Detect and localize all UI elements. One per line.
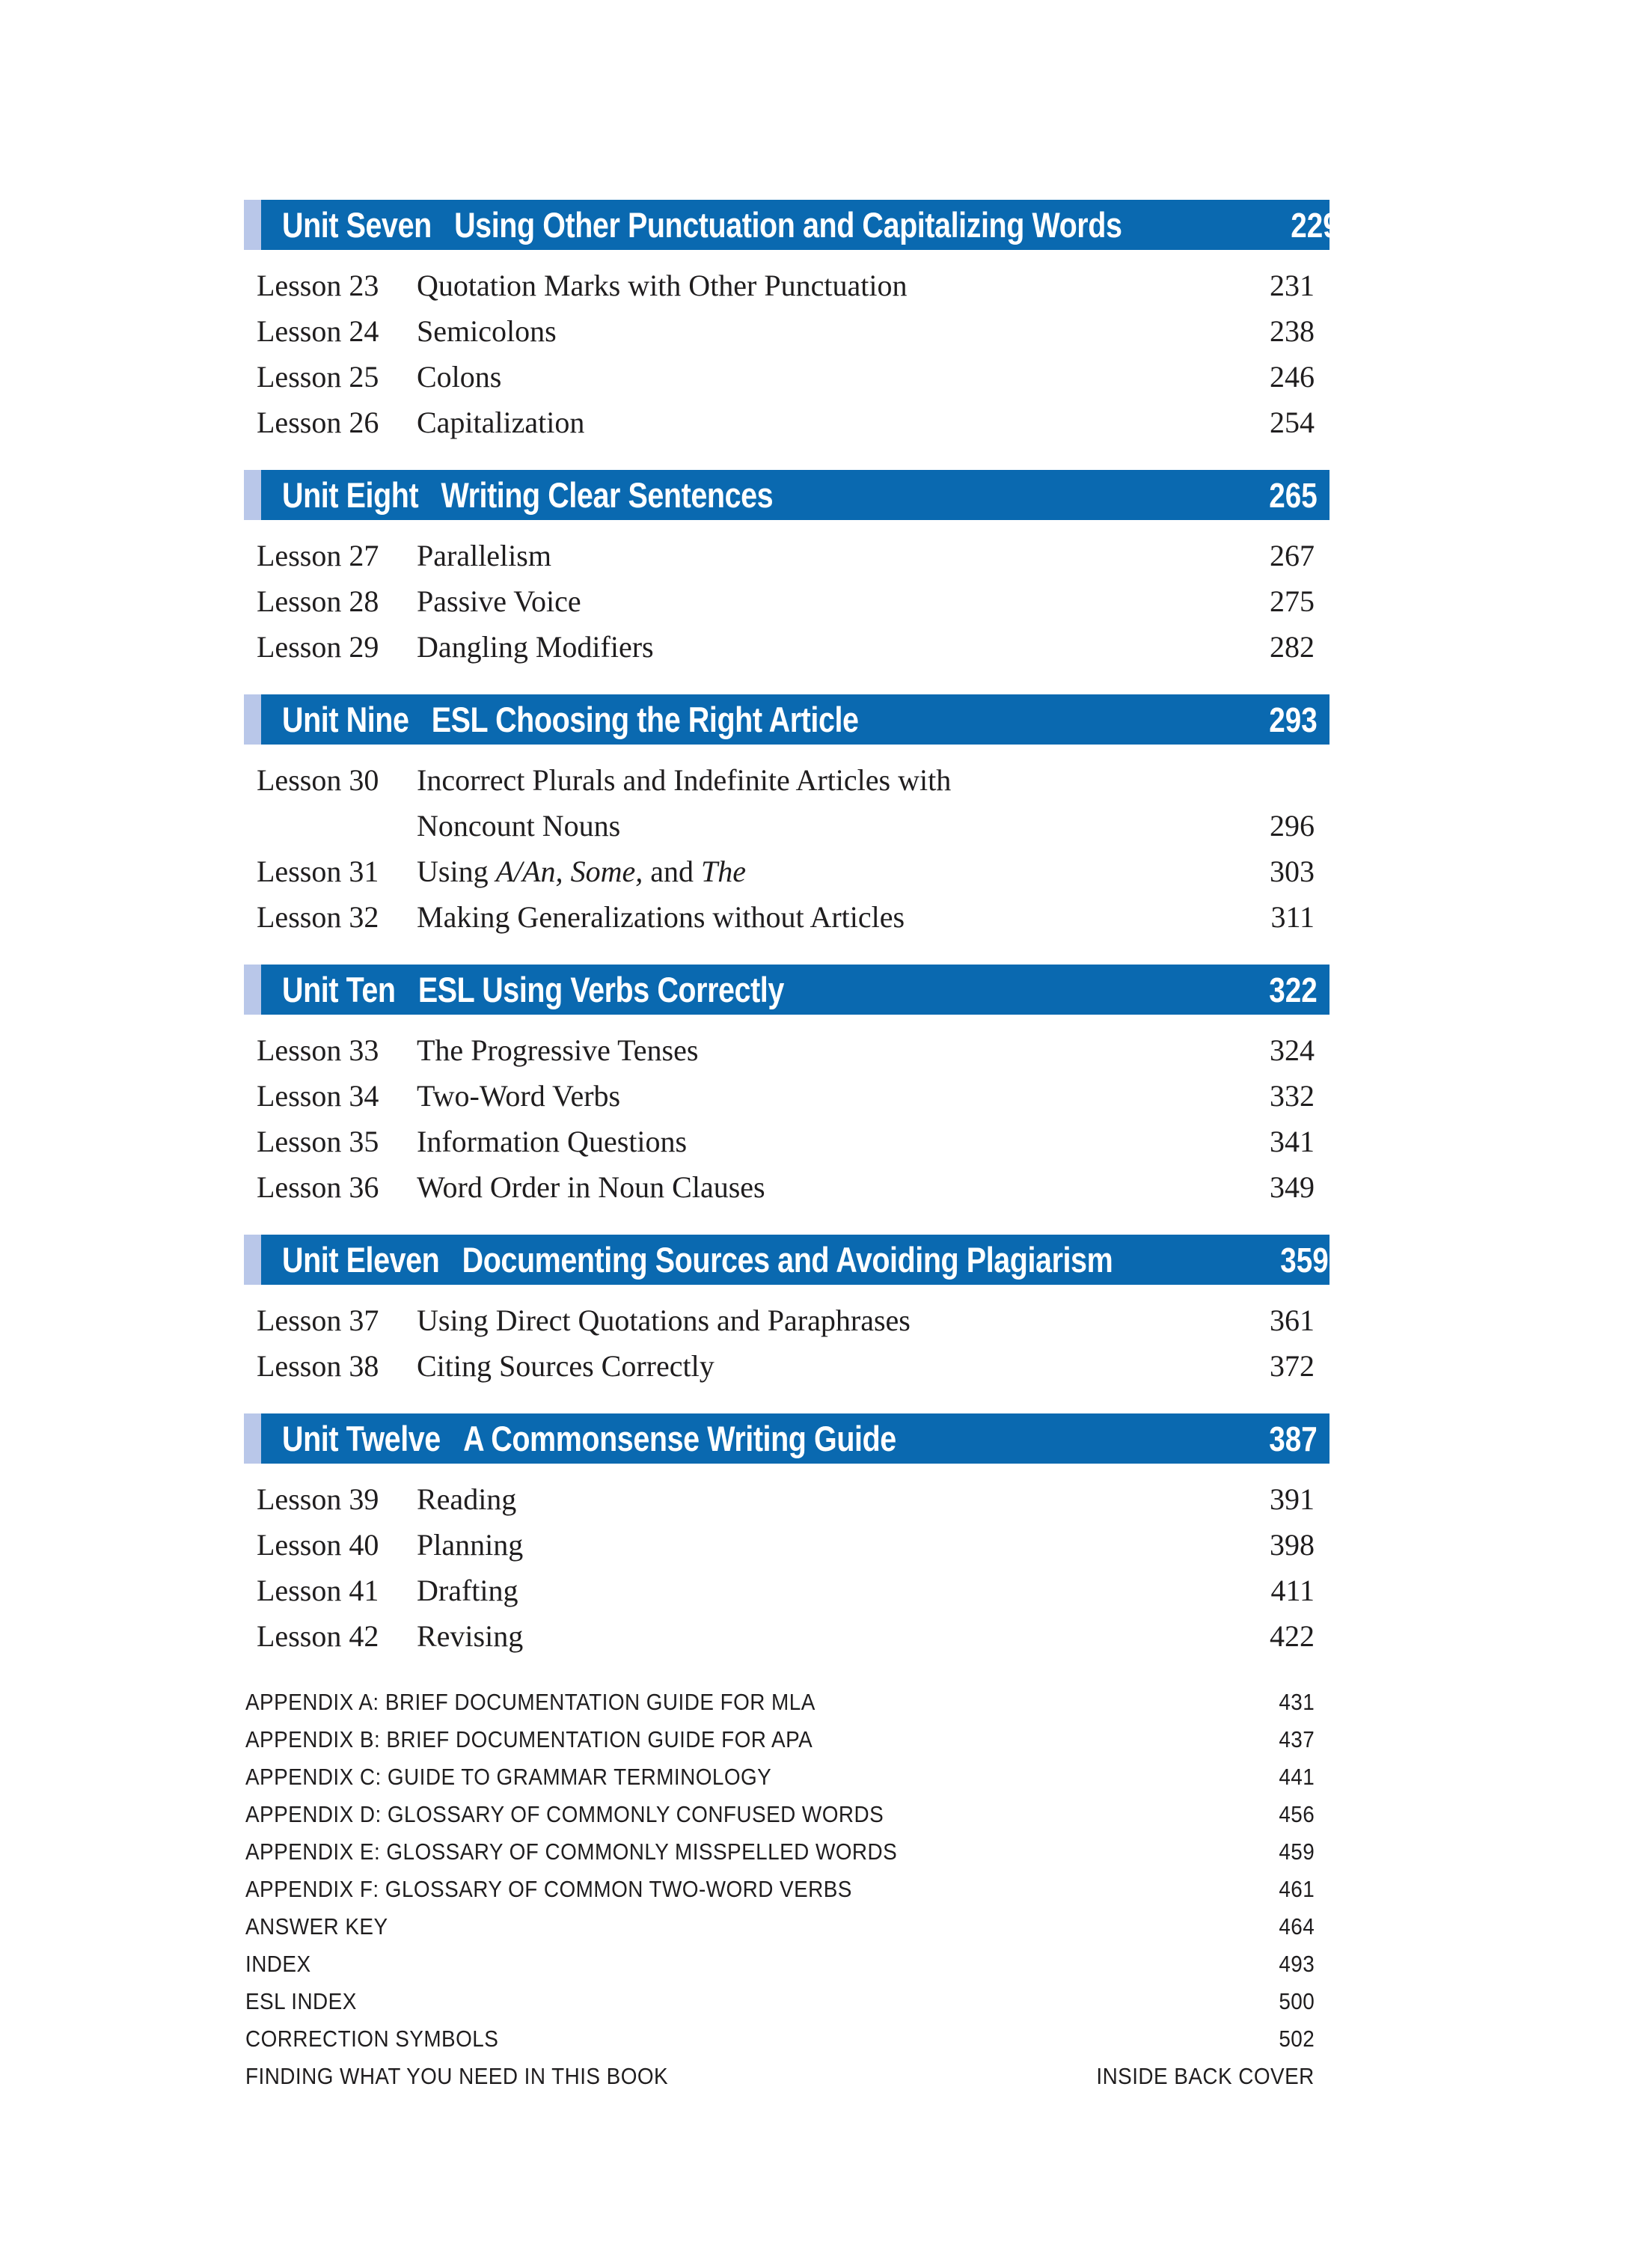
- lesson-page-number: 372: [1270, 1349, 1315, 1383]
- lesson-title: Colons: [417, 360, 502, 394]
- lesson-label: Lesson 25: [257, 360, 379, 394]
- lesson-title: Information Questions: [417, 1125, 688, 1158]
- lesson-row: [257, 1119, 1315, 1164]
- unit-header-background: [261, 1235, 1330, 1285]
- unit-page-number: 359: [1280, 1240, 1329, 1280]
- lesson-row: [257, 1297, 1315, 1343]
- toc-page: [244, 200, 1340, 2095]
- unit-header-background: [261, 200, 1340, 250]
- back-matter-page-number: 500: [1279, 1988, 1315, 2014]
- unit-header-background: [261, 470, 1330, 520]
- unit-title: Documenting Sources and Avoiding Plagiarism: [462, 1240, 1113, 1280]
- back-matter-label: APPENDIX B: BRIEF DOCUMENTATION GUIDE FOR APA: [245, 1726, 813, 1752]
- back-matter-page-number: 431: [1279, 1689, 1315, 1715]
- unit-page-number: 322: [1269, 970, 1318, 1009]
- lesson-row: [257, 1164, 1315, 1210]
- lesson-page-number: 267: [1270, 539, 1315, 572]
- lesson-row: [257, 308, 1315, 354]
- lesson-list: [244, 1015, 1330, 1210]
- lesson-title: Semicolons: [417, 314, 557, 348]
- lesson-label: Lesson 41: [257, 1574, 379, 1607]
- lesson-list: [244, 1285, 1330, 1389]
- lesson-title: [417, 757, 1270, 849]
- lesson-label: Lesson 32: [257, 900, 379, 934]
- lesson-title: Reading: [417, 1482, 517, 1516]
- lesson-title: Revising: [417, 1619, 524, 1653]
- back-matter-label: CORRECTION SYMBOLS: [245, 2026, 499, 2052]
- lesson-title: Planning: [417, 1528, 524, 1562]
- unit-section-twelve: [244, 1413, 1330, 1659]
- lesson-title: Using Direct Quotations and Paraphrases: [417, 1303, 911, 1337]
- back-matter-label: APPENDIX F: GLOSSARY OF COMMON TWO-WORD VERBS: [245, 1876, 852, 1902]
- lesson-list: [244, 745, 1330, 940]
- back-matter-page-number: 502: [1279, 2026, 1315, 2052]
- back-matter-page-number: 493: [1279, 1951, 1315, 1977]
- back-matter-page-number: 437: [1279, 1726, 1315, 1752]
- lesson-row: [257, 1343, 1315, 1389]
- lesson-title: Two-Word Verbs: [417, 1079, 621, 1113]
- lesson-label: Lesson 23: [257, 269, 379, 302]
- title-segment: [563, 855, 571, 888]
- lesson-row: [257, 533, 1315, 578]
- lesson-row: [257, 1522, 1315, 1568]
- back-matter-page-number: 459: [1279, 1838, 1315, 1865]
- lesson-page-number: 398: [1270, 1528, 1315, 1562]
- lesson-label: Lesson 34: [257, 1079, 379, 1113]
- lesson-page-number: 332: [1270, 1079, 1315, 1113]
- lesson-page-number: 254: [1270, 406, 1315, 439]
- lesson-title: Drafting: [417, 1574, 518, 1607]
- back-matter-label: FINDING WHAT YOU NEED IN THIS BOOK: [245, 2063, 669, 2089]
- unit-name: Unit Seven: [282, 205, 432, 245]
- unit-accent-strip: [244, 1235, 261, 1285]
- lesson-page-number: 361: [1270, 1303, 1315, 1337]
- back-matter-label: APPENDIX D: GLOSSARY OF COMMONLY CONFUSED WORDS: [245, 1801, 884, 1827]
- title-segment-italic: Some,: [570, 855, 643, 888]
- unit-accent-strip: [244, 470, 261, 520]
- unit-header-bar: [244, 200, 1340, 250]
- lesson-row: [257, 400, 1315, 445]
- unit-title: Writing Clear Sentences: [441, 475, 774, 515]
- lesson-title: [417, 849, 1270, 894]
- lesson-label: Lesson 27: [257, 539, 379, 572]
- back-matter-page-number: 461: [1279, 1876, 1315, 1902]
- lesson-list: [244, 250, 1330, 445]
- back-matter-list: [244, 1684, 1330, 2095]
- lesson-label: Lesson 40: [257, 1528, 379, 1562]
- lesson-page-number: 275: [1270, 584, 1315, 618]
- unit-page-number: 293: [1269, 700, 1318, 739]
- back-matter-label: INDEX: [245, 1951, 311, 1977]
- title-segment: and: [643, 855, 701, 888]
- title-segment: Using: [417, 855, 496, 888]
- back-matter-label: ANSWER KEY: [245, 1913, 388, 1940]
- lesson-row: [257, 1568, 1315, 1613]
- back-matter-page-number: 441: [1279, 1764, 1315, 1790]
- lesson-page-number: 341: [1270, 1125, 1315, 1158]
- back-matter-row: [245, 2020, 1315, 2058]
- back-matter-label: ESL INDEX: [245, 1988, 357, 2014]
- unit-header-bar: [244, 965, 1330, 1015]
- back-matter-row: [245, 1908, 1315, 1945]
- lesson-row: [257, 354, 1315, 400]
- back-matter-label: APPENDIX E: GLOSSARY OF COMMONLY MISSPELLED WORDS: [245, 1838, 898, 1865]
- back-matter-row: [245, 1721, 1315, 1758]
- unit-name: Unit Eleven: [282, 1240, 440, 1280]
- unit-accent-strip: [244, 200, 261, 250]
- title-segment-italic: A/An,: [495, 855, 563, 888]
- unit-accent-strip: [244, 965, 261, 1015]
- lesson-page-number: 391: [1270, 1482, 1315, 1516]
- unit-name: Unit Twelve: [282, 1419, 441, 1458]
- back-matter-row: [245, 1945, 1315, 1983]
- unit-section-nine: [244, 694, 1330, 940]
- lesson-title: Parallelism: [417, 539, 551, 572]
- unit-section-eight: [244, 470, 1330, 670]
- lesson-page-number: 296: [1270, 809, 1315, 843]
- lesson-title: Capitalization: [417, 406, 585, 439]
- lesson-label: Lesson 30: [257, 763, 379, 797]
- back-matter-page-number: 456: [1279, 1801, 1315, 1827]
- back-matter-label: APPENDIX A: BRIEF DOCUMENTATION GUIDE FOR MLA: [245, 1689, 816, 1715]
- lesson-label: Lesson 24: [257, 314, 379, 348]
- lesson-title-line1: Incorrect Plurals and Indefinite Articles with: [417, 763, 952, 797]
- back-matter-row: [245, 1684, 1315, 1721]
- lesson-page-number: 311: [1270, 900, 1315, 934]
- lesson-list: [244, 1464, 1330, 1659]
- lesson-label: Lesson 33: [257, 1033, 379, 1067]
- lesson-title: Quotation Marks with Other Punctuation: [417, 269, 908, 302]
- lesson-page-number: 349: [1270, 1170, 1315, 1204]
- lesson-page-number: 303: [1270, 855, 1315, 888]
- lesson-title: Making Generalizations without Articles: [417, 900, 905, 934]
- unit-header-bar: [244, 694, 1330, 745]
- back-matter-label: APPENDIX C: GUIDE TO GRAMMAR TERMINOLOGY: [245, 1764, 772, 1790]
- lesson-row: [257, 894, 1315, 940]
- unit-header-background: [261, 1413, 1330, 1464]
- title-segment-italic: The: [700, 855, 746, 888]
- back-matter-row: [245, 2058, 1315, 2095]
- unit-page-number: 229: [1291, 205, 1340, 245]
- lesson-label: Lesson 39: [257, 1482, 379, 1516]
- unit-header-background: [261, 694, 1330, 745]
- lesson-page-number: 282: [1270, 630, 1315, 664]
- unit-header-background: [261, 965, 1330, 1015]
- lesson-page-number: 422: [1270, 1619, 1315, 1653]
- lesson-row: [257, 1027, 1315, 1073]
- unit-section-eleven: [244, 1235, 1330, 1389]
- lesson-row: [257, 578, 1315, 624]
- lesson-label: Lesson 26: [257, 406, 379, 439]
- back-matter-row: [245, 1983, 1315, 2020]
- lesson-label: Lesson 37: [257, 1303, 379, 1337]
- lesson-label: Lesson 28: [257, 584, 379, 618]
- lesson-title: Dangling Modifiers: [417, 630, 654, 664]
- back-matter-row: [245, 1833, 1315, 1871]
- unit-header-bar: [244, 1413, 1330, 1464]
- lesson-page-number: 411: [1270, 1574, 1315, 1607]
- lesson-title: The Progressive Tenses: [417, 1033, 699, 1067]
- lesson-row: [257, 849, 1315, 894]
- unit-header-bar: [244, 470, 1330, 520]
- lesson-row: [257, 263, 1315, 308]
- lesson-label: Lesson 31: [257, 855, 379, 888]
- unit-title: ESL Using Verbs Correctly: [417, 970, 784, 1009]
- lesson-label: Lesson 38: [257, 1349, 379, 1383]
- unit-page-number: 265: [1269, 475, 1318, 515]
- lesson-row: [257, 757, 1315, 849]
- unit-name: Unit Nine: [282, 700, 409, 739]
- unit-title: Using Other Punctuation and Capitalizing Words: [454, 205, 1122, 245]
- unit-section-ten: [244, 965, 1330, 1210]
- lesson-row: [257, 1073, 1315, 1119]
- back-matter-page-number: 464: [1279, 1913, 1315, 1940]
- lesson-row: [257, 624, 1315, 670]
- lesson-title-line2: Noncount Nouns: [417, 809, 621, 843]
- unit-title: A Commonsense Writing Guide: [463, 1419, 896, 1458]
- unit-title: ESL Choosing the Right Article: [431, 700, 859, 739]
- unit-name: Unit Ten: [282, 970, 396, 1009]
- lesson-row: [257, 1613, 1315, 1659]
- unit-name: Unit Eight: [282, 475, 419, 515]
- back-matter-row: [245, 1796, 1315, 1833]
- back-matter-row: [245, 1758, 1315, 1796]
- lesson-title: Citing Sources Correctly: [417, 1349, 715, 1383]
- unit-header-bar: [244, 1235, 1330, 1285]
- lesson-label: Lesson 35: [257, 1125, 379, 1158]
- unit-page-number: 387: [1269, 1419, 1318, 1458]
- lesson-list: [244, 520, 1330, 670]
- lesson-page-number: 238: [1270, 314, 1315, 348]
- lesson-title: Word Order in Noun Clauses: [417, 1170, 765, 1204]
- lesson-row: [257, 1476, 1315, 1522]
- back-matter-page-number: INSIDE BACK COVER: [1096, 2063, 1315, 2089]
- lesson-page-number: 231: [1270, 269, 1315, 302]
- unit-accent-strip: [244, 694, 261, 745]
- unit-section-seven: [244, 200, 1340, 445]
- back-matter-row: [245, 1871, 1315, 1908]
- lesson-page-number: 246: [1270, 360, 1315, 394]
- lesson-label: Lesson 29: [257, 630, 379, 664]
- lesson-title: Passive Voice: [417, 584, 581, 618]
- lesson-page-number: 324: [1270, 1033, 1315, 1067]
- unit-accent-strip: [244, 1413, 261, 1464]
- lesson-label: Lesson 36: [257, 1170, 379, 1204]
- lesson-label: Lesson 42: [257, 1619, 379, 1653]
